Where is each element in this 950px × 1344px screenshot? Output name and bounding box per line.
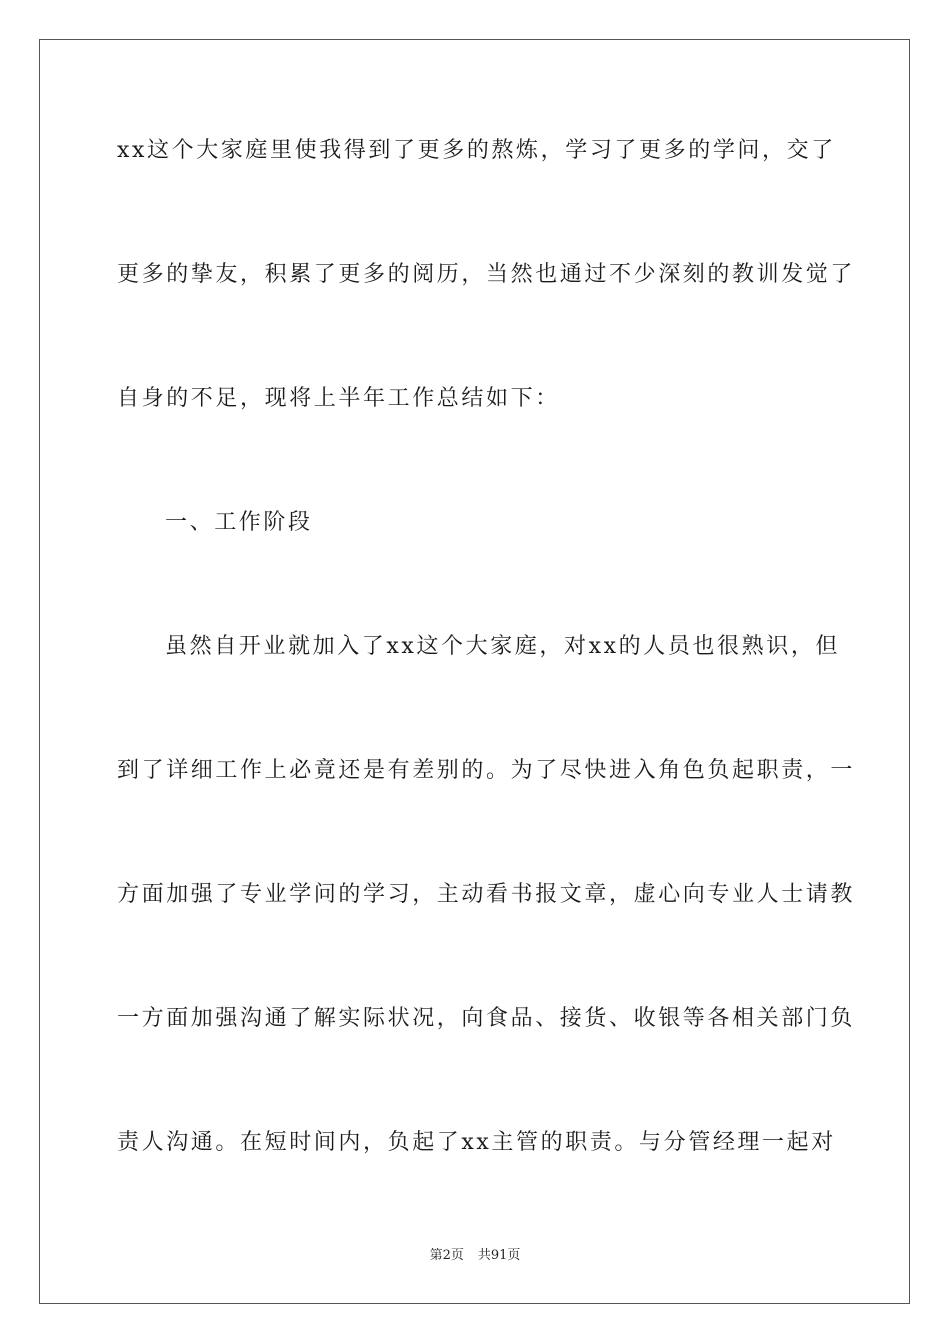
page-number: 第2页 [429,1248,464,1263]
body-text-line: 一方面加强沟通了解实际状况，向食品、接货、收银等各相关部门负 [117,1006,856,1031]
section-heading: 一、工作阶段 [165,510,313,535]
body-text-line: 方面加强了专业学问的学习，主动看书报文章，虚心向专业人士请教 [117,882,856,907]
body-text-line: 到了详细工作上必竟还是有差别的。为了尽快进入角色负起职责，一 [117,758,856,783]
body-text-line: xx这个大家庭里使我得到了更多的熬炼，学习了更多的学问，交了 [117,138,836,163]
body-text-line: 自身的不足，现将上半年工作总结如下： [117,386,560,411]
page-footer [0,1247,950,1265]
total-pages: 共91页 [477,1248,521,1263]
body-text-line: 虽然自开业就加入了xx这个大家庭，对xx的人员也很熟识，但 [165,634,841,659]
page-border [39,39,910,1304]
body-text-line: 责人沟通。在短时间内，负起了xx主管的职责。与分管经理一起对 [117,1130,836,1155]
body-text-line: 更多的挚友，积累了更多的阅历，当然也通过不少深刻的教训发觉了 [117,262,856,287]
